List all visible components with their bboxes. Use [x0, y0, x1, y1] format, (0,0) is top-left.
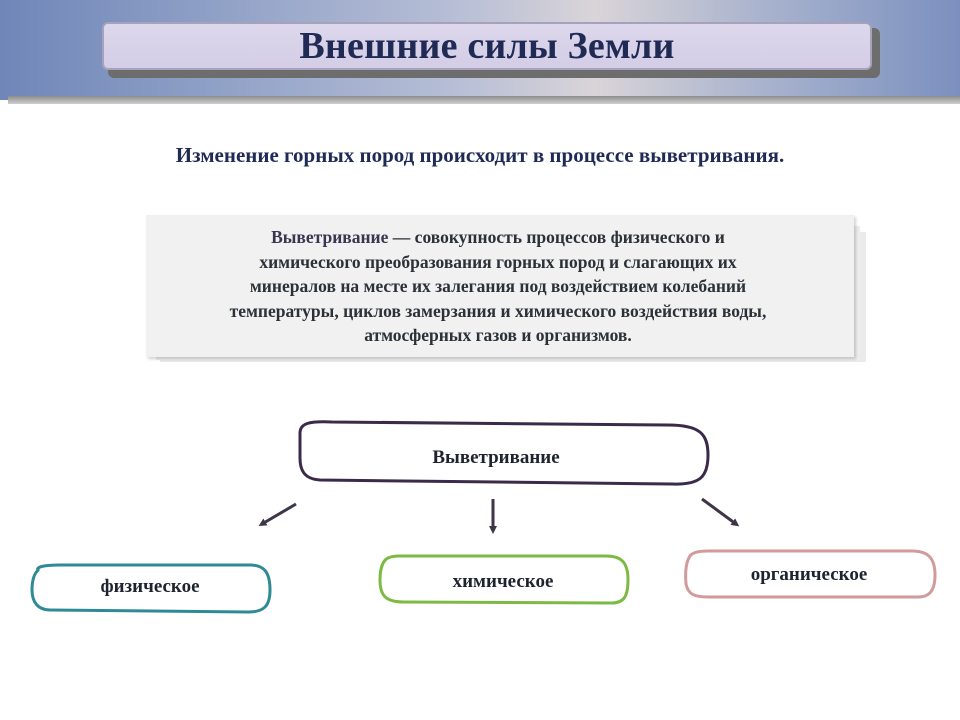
chemical-node-label: химическое [452, 571, 554, 592]
organic-node-label: органическое [750, 564, 868, 585]
definition-line-5: атмосферных газов и организмов. [364, 325, 632, 345]
definition-line-3: минералов на месте их залегания под воздействием колебаний [249, 276, 747, 296]
root-node-label: Выветривание [432, 447, 560, 468]
definition-line-2: химического преобразования горных пород и слагающих их [259, 251, 737, 272]
arrow-to-organic [702, 499, 736, 524]
definition-line-4: температуры, циклов замерзания и химического воздействия воды, [229, 300, 767, 321]
definition-line-1: совокупность процессов физического и [414, 227, 725, 247]
slide-title: Внешние силы Земли [299, 25, 675, 67]
definition-term: Выветривание [271, 227, 389, 247]
arrow-to-physical [262, 504, 296, 524]
physical-node-label: физическое [100, 576, 200, 597]
definition-dash: — [388, 227, 415, 247]
intro-text: Изменение горных пород происходит в процессе выветривания. [175, 143, 785, 167]
